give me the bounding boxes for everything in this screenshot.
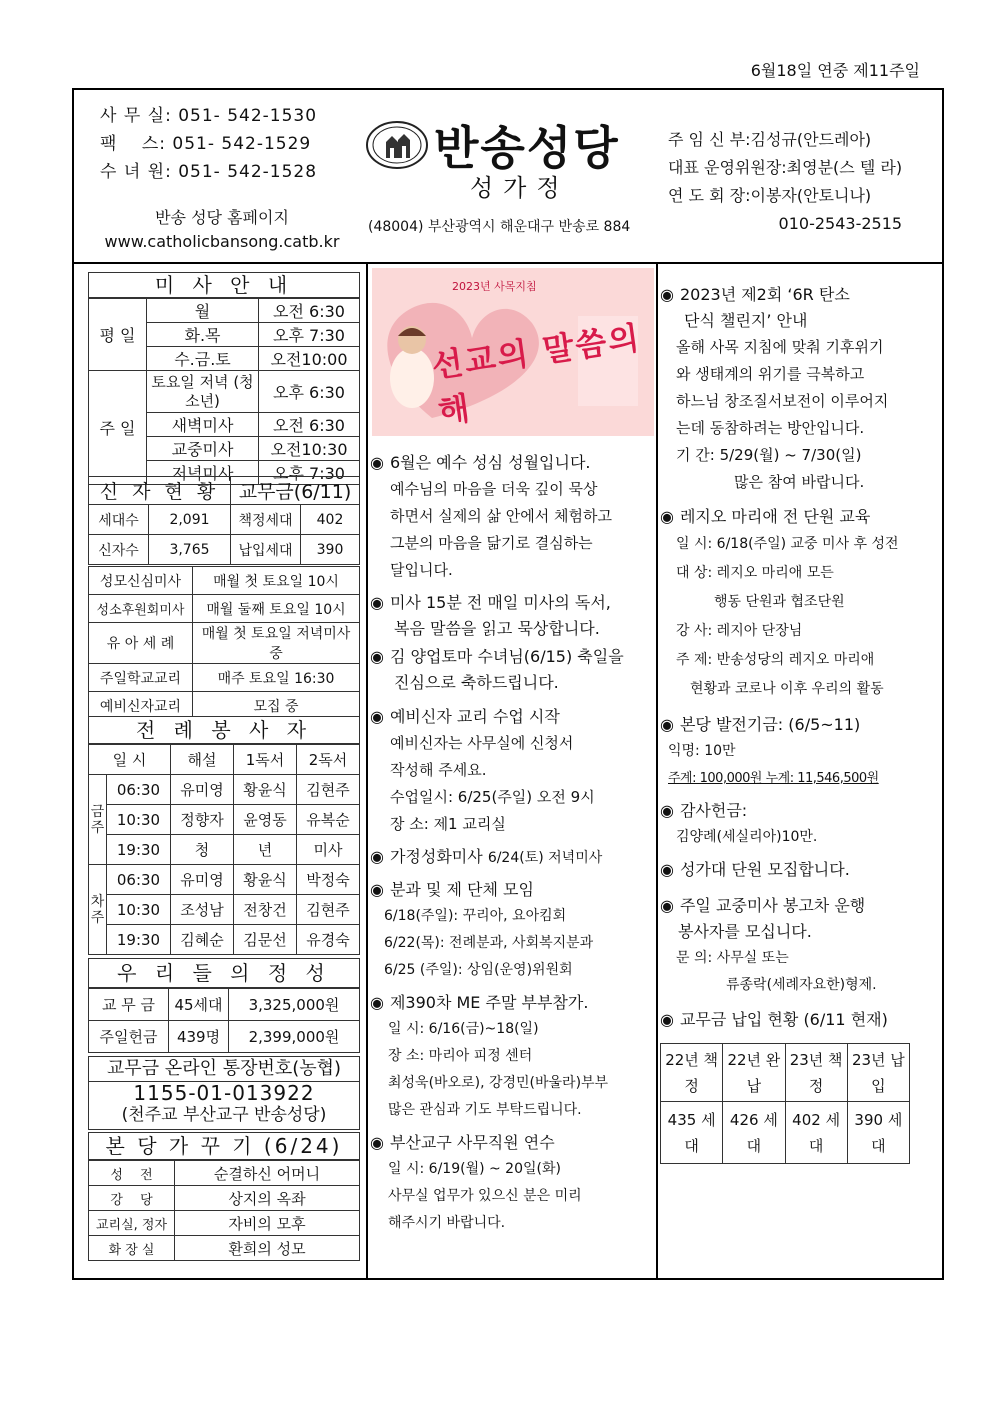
bullet-icon: ◉: [370, 847, 384, 866]
bullet-icon: ◉: [660, 801, 674, 820]
homepage-label: 반송 성당 홈페이지: [155, 208, 289, 227]
contact-office: 사 무 실: 051- 542-1530: [100, 106, 318, 126]
believers-table: 신 자 현 황 교무금(6/11) 세대수 2,091 책정세대 402 신자수 3,765 납입세대 390: [88, 476, 360, 565]
bullet-icon: ◉: [370, 880, 384, 899]
fund-total: 주계: 100,000원 누계: 11,546,500원: [668, 771, 879, 786]
church-decor: [88, 1132, 360, 1261]
contact-convent: 수 녀 원: 051- 542-1528: [100, 162, 318, 182]
decor-table: 성 전 순결하신 어머니 강 당 상지의 옥좌 교리실, 정자 자비의 모후 화 장 실 환희의 성모: [88, 1160, 360, 1261]
notice-staff-training: ◉ 부산교구 사무직원 연수 일 시: 6/19(월) ~ 20일(화) 사무실 업무가 있으신 분은 미리 해주시기 바랍니다.: [370, 1133, 582, 1231]
bullet-icon: ◉: [660, 1010, 674, 1029]
online-account: [88, 1056, 360, 1130]
bullet-icon: ◉: [660, 896, 674, 915]
mass-guide: [88, 272, 360, 485]
bullet-icon: ◉: [370, 993, 384, 1012]
notice-fee-status: ◉ 교무금 납입 현황 (6/11 현재) 22년 책정 22년 완납 23년 책정 23년 납입 435 세대 426 세대 402 세대 390 세대: [660, 1007, 922, 1164]
decor-title: 본 당 가 꾸 기 (6/24): [88, 1132, 360, 1160]
notice-choir: ◉ 성가대 단원 모집합니다.: [660, 860, 850, 879]
church-name: 반송성당: [434, 121, 620, 175]
column-divider: [366, 264, 368, 1278]
offering: [88, 958, 360, 1053]
next-week-label: 차주: [89, 865, 107, 955]
notice-thanks-offering: ◉ 감사헌금: 김양례(세실리아)10만.: [660, 801, 818, 845]
notice-sacred-heart: ◉ 6월은 예수 성심 성월입니다. 예수님의 마음을 더욱 깊이 묵상 하면서 실제의 삶 안에서 체험하고 그분의 마음을 닮기로 결심하는 달입니다.: [370, 453, 612, 579]
contact-fax: 팩 스: 051- 542-1529: [100, 134, 312, 154]
bullet-icon: ◉: [660, 507, 674, 526]
schedule-table: 성모신심미사 매월 첫 토요일 10시 성소후원회미사 매월 둘째 토요일 10시 유 아 세 례 매월 첫 토요일 저녁미사 중 주일학교교리 매주 토요일 16:30 예비신자교리 모집 중: [88, 566, 360, 720]
middle-notices: [370, 450, 656, 1237]
notice-legio: ◉ 레지오 마리애 전 단원 교육 일 시: 6/18(주일) 교중 미사 후 성전 대 상: 레지오 마리애 모든 행동 단원과 협조단원 강 사: 레지아 단장님 주 제: 반송성당의 레지오 마리애 현황과 코로나 이후 우리의 활동: [660, 507, 899, 697]
account-box: [88, 1082, 360, 1130]
weekday-label: 평 일: [89, 299, 147, 371]
notice-reading: ◉ 미사 15분 전 매일 미사의 독서, 복음 말씀을 읽고 묵상합니다.: [370, 593, 611, 638]
fee-title: 교무금(6/11): [231, 477, 360, 505]
issue-date: 6월18일 연중 제11주일: [750, 61, 920, 80]
liturgy-table: 일 시 해설 1독서 2독서 금주 06:30 유미영 황윤식 김현주 10:30 정향자 윤영동 유복순 19:30 청 년 미사 차주 06:30 유미영 황윤식 박정숙 10:30 조성남 전창건 김현주 19:30 김혜순 김문선 유경숙: [88, 744, 360, 955]
account-number: 1155-01-013922: [133, 1081, 315, 1105]
banner-top-text: 2023년 사목지침: [452, 280, 537, 293]
notice-meetings: ◉ 분과 및 제 단체 모임 6/18(주일): 꾸리아, 요아킴회 6/22(목): 전례분과, 사회복지분과 6/25 (주일): 상임(운영)위원회: [370, 880, 594, 978]
staff-phone: 010-2543-2515: [778, 214, 903, 233]
header: [72, 88, 944, 264]
staff-list: [668, 126, 902, 238]
mass-guide-title: 미 사 안 내: [88, 272, 360, 298]
fee-status-table: 22년 책정 22년 완납 23년 책정 23년 납입 435 세대 426 세대 402 세대 390 세대: [660, 1043, 910, 1164]
schedule: [88, 566, 360, 720]
notice-family-mass: ◉ 가정성화미사 6/24(토) 저녁미사: [370, 847, 603, 866]
bullet-icon: ◉: [660, 860, 674, 879]
homepage: [92, 206, 352, 254]
liturgy-servers: [88, 716, 360, 955]
bullet-icon: ◉: [370, 1133, 384, 1152]
notice-me-weekend: ◉ 제390차 ME 주말 부부참가. 일 시: 6/16(금)~18(일) 장 소: 마리아 피정 센터 최성욱(바오로), 강경민(바울라)부부 많은 관심과 기도 부탁드립니다.: [370, 993, 609, 1118]
staff-pastor: 주 임 신 부:김성규(안드레아): [668, 130, 872, 149]
believers-status: [88, 476, 360, 565]
believers-title: 신 자 현 황: [89, 477, 231, 505]
notice-development-fund: ◉ 본당 발전기금: (6/5~11) 익명: 10만 주계: 100,000원 누계: 11,546,500원: [660, 712, 922, 792]
bullet-icon: ◉: [370, 453, 384, 472]
offering-title: 우 리 들 의 정 성: [88, 958, 360, 988]
pastoral-banner: [372, 268, 654, 436]
church-logo-icon: [364, 120, 430, 170]
liturgy-title: 전 례 봉 사 자: [88, 716, 360, 744]
bullet-icon: ◉: [370, 647, 384, 666]
right-notices: [660, 282, 922, 1164]
notice-catechumen: ◉ 예비신자 교리 수업 시작 예비신자는 사무실에 신청서 작성해 주세요. 수업일시: 6/25(주일) 오전 9시 장 소: 제1 교리실: [370, 707, 595, 833]
church-address: (48004) 부산광역시 해운대구 반송로 884: [368, 219, 631, 235]
bullet-icon: ◉: [370, 593, 384, 612]
church-subtitle: 성가정: [470, 174, 570, 202]
homepage-link[interactable]: www.catholicbansong.catb.kr: [104, 232, 340, 251]
account-title: 교무금 온라인 통장번호(농협): [88, 1056, 360, 1082]
notice-feast: ◉ 김 양업토마 수녀님(6/15) 축일을 진심으로 축하드립니다.: [370, 647, 624, 692]
notice-van-volunteer: ◉ 주일 교중미사 봉고차 운행 봉사자를 모십니다. 문 의: 사무실 또는 류종락(세례자요한)형제.: [660, 896, 877, 993]
contact-list: [100, 102, 317, 186]
banner-main-text: 선교의 말씀의 해: [429, 318, 644, 431]
bullet-icon: ◉: [660, 285, 674, 304]
staff-memorial: 연 도 회 장:이봉자(안토니나): [668, 186, 872, 205]
bullet-icon: ◉: [370, 707, 384, 726]
column-divider: [656, 264, 658, 1278]
bullet-icon: ◉: [660, 715, 674, 734]
this-week-label: 금주: [89, 775, 107, 865]
mass-table: 평 일 월 오전 6:30 화.목 오후 7:30 수.금.토 오전10:00 주 일 토요일 저녁 (청소년) 오후 6:30 새벽미사 오전 6:30 교중미사 오전10:30 저녁미사 오후 7:30: [88, 298, 360, 485]
account-holder: (천주교 부산교구 반송성당): [121, 1105, 327, 1125]
sunday-label: 주 일: [89, 371, 147, 485]
notice-carbon-challenge: ◉ 2023년 제2회 ‘6R 탄소 단식 챌린지’ 안내 올해 사목 지침에 맞춰 기후위기 와 생태계의 위기를 극복하고 하느님 창조질서보전이 이루어지 는데 동참하려는 방안입니다. 기 간: 5/29(월) ~ 7/30(일) 많은 참여 바랍니다.: [660, 285, 889, 491]
offering-table: 교 무 금 45세대 3,325,000원 주일헌금 439명 2,399,000원: [88, 988, 360, 1053]
staff-chair: 대표 운영위원장:최영분(스 텔 라): [668, 158, 903, 177]
